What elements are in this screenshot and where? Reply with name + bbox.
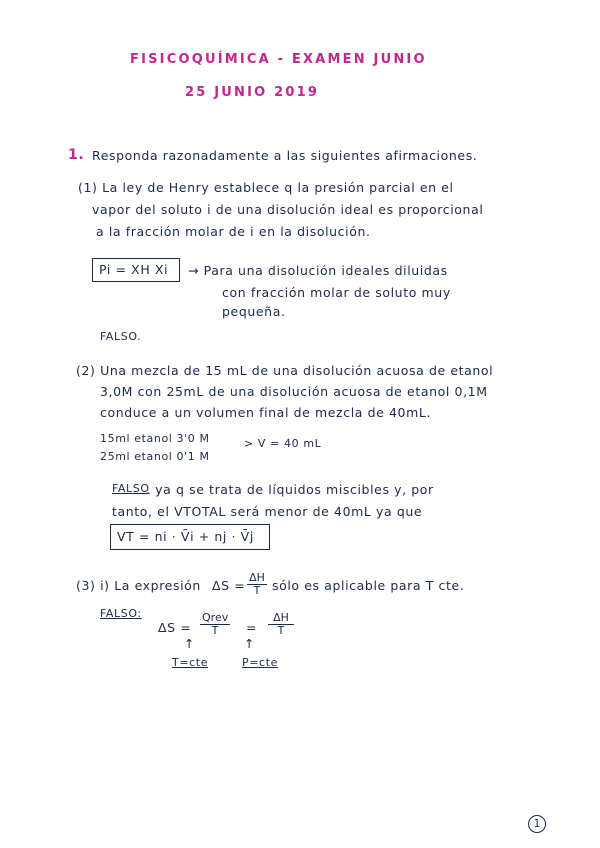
item3-fraction: [247, 572, 267, 597]
mix-line2: 25ml etanol 0'1 M: [100, 450, 210, 463]
eq-lhs: ΔS =: [158, 620, 192, 635]
condition-constant-temperature: T=cte: [172, 656, 209, 669]
item1-note-line1: → Para una disolución ideales diluidas: [188, 263, 448, 278]
exam-title: FISICOQUÍMICA - EXAMEN JUNIO: [130, 52, 427, 67]
eq-frac1-num: Qrev: [202, 611, 229, 624]
eq-frac2-num: ΔH: [268, 612, 294, 625]
eq-fraction-1: [200, 612, 230, 637]
volume-formula: VT = ni · V̄i + nj · V̄j: [117, 529, 254, 544]
item2-line1: (2) Una mezcla de 15 mL de una disolución acuosa de etanol: [76, 363, 494, 378]
mix-line1: 15ml etanol 3'0 M: [100, 432, 210, 445]
item1-line2: vapor del soluto i de una disolución ideal es proporcional: [92, 202, 484, 217]
question-prompt: Responda razonadamente a las siguientes afirmaciones.: [92, 148, 478, 163]
item1-line3: a la fracción molar de i en la disolución.: [96, 224, 371, 239]
question-number: 1.: [68, 147, 85, 163]
item3-prefix: (3) i) La expresión: [76, 578, 201, 593]
item1-answer: FALSO.: [100, 330, 142, 343]
eq-frac1-den: T: [211, 624, 219, 637]
condition-constant-pressure: P=cte: [242, 656, 278, 669]
eq-fraction-2: [268, 612, 294, 637]
exam-date: 25 JUNIO 2019: [185, 85, 320, 100]
arrow-up-icon: ↑: [184, 636, 196, 651]
eq-equals: =: [246, 620, 258, 635]
item3-frac-num: ΔH: [247, 572, 267, 585]
item2-line3: conduce a un volumen final de mezcla de 40mL.: [100, 405, 432, 420]
henry-formula: Pi = XH Xi: [99, 262, 169, 277]
item2-answer-line1: . ya q se trata de líquidos miscibles y, por: [146, 482, 434, 497]
mix-result: > V = 40 mL: [244, 437, 322, 450]
item1-line1: (1) La ley de Henry establece q la presión parcial en el: [78, 180, 454, 195]
arrow-up-icon: ↑: [244, 636, 256, 651]
item2-answer-word: FALSO: [112, 482, 150, 495]
item2-answer-line2: tanto, el VTOTAL será menor de 40mL ya que: [112, 504, 423, 519]
eq-frac2-den: T: [277, 624, 285, 637]
item1-note-line2: con fracción molar de soluto muy: [222, 285, 451, 300]
item3-delta-s: ΔS =: [212, 578, 246, 593]
item2-line2: 3,0M con 25mL de una disolución acuosa de etanol 0,1M: [100, 384, 488, 399]
item3-frac-den: T: [253, 584, 261, 597]
item3-suffix: sólo es aplicable para T cte.: [272, 578, 465, 593]
page-number: 1: [528, 815, 546, 833]
item3-answer: FALSO:: [100, 607, 142, 620]
item1-note-line3: pequeña.: [222, 304, 286, 319]
